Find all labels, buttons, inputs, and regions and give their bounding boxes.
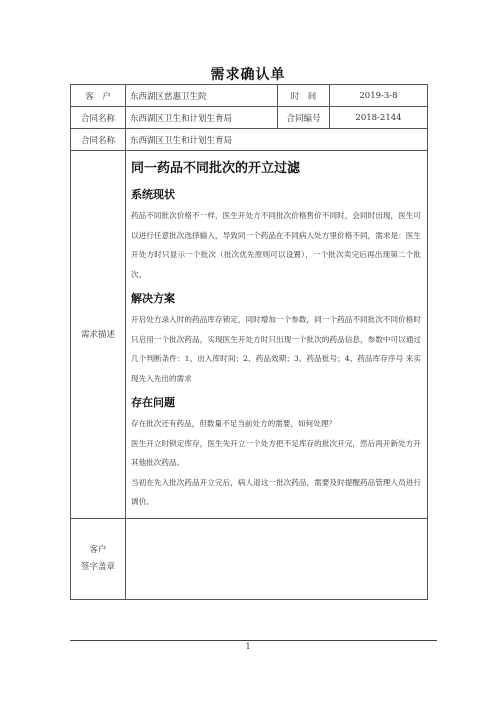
page-number: 1	[245, 642, 251, 651]
contract-name-label-2: 合同名称	[71, 129, 126, 151]
form-row-description	[71, 151, 428, 519]
time-value: 2019-3-8	[330, 85, 428, 107]
contract-number-value: 2018-2144	[330, 107, 428, 129]
contract-name-label: 合同名称	[71, 107, 126, 129]
contract-number-label: 合同编号	[278, 107, 330, 129]
issue-text-1: 存在批次还有药品，但数量不足当前处方的需要，如何处理？	[131, 419, 337, 428]
status-section-text: 药品不同批次价格不一样，医生开处方不同批次价格售价不同时，会同时出现，医生可以进行任意批次选择输入，导致同一个药品在不同病人处方里价格不同，需求是：医生开处方时只显示一个批次（批次优先原则可以设置），一个批次卖完后再出现第二个批次。	[131, 211, 421, 279]
solution-section-title: 解决方案	[131, 292, 175, 305]
issue-section-title: 存在问题	[131, 396, 175, 409]
time-label: 时 间	[278, 85, 330, 107]
form-row-customer	[71, 85, 428, 107]
status-section-title: 系统现状	[131, 188, 175, 201]
signature-label	[71, 518, 126, 599]
customer-value: 东西湖区慈惠卫生院	[126, 85, 278, 107]
description-content	[126, 151, 428, 519]
signature-label-stamp: 签字盖章	[80, 561, 115, 572]
customer-label: 客 户	[71, 85, 126, 107]
document-title: 需求确认单	[210, 67, 286, 83]
signature-area[interactable]	[126, 518, 428, 599]
issue-text-2: 医生开立时锁定库存，医生先开立一个处方把不足库存的批次开完，然后再开新处方开其他批次药品。	[131, 438, 421, 467]
issue-text-3: 当初在先入批次药品开立完后，病人退这一批次药品，需要及时提醒药品管理人员进行调价。	[131, 477, 421, 506]
description-label: 需求描述	[71, 151, 126, 519]
form-row-signature	[71, 518, 428, 599]
solution-section-text: 开启处方录入时的药品库存锁定，同时增加一个参数，同一个药品不同批次不同价格时只启用一个批次药品，实现医生开处方时只出现一个批次的药品信息，参数中可以通过几个判断条件：1、出入库时间；2、药品效期；3、药品批号；4、药品库存序号 来实现先入先出的需求	[131, 315, 421, 383]
contract-name-value-2: 东西湖区卫生和计划生育局	[126, 129, 428, 151]
requirement-form-table	[70, 84, 428, 600]
contract-name-value: 东西湖区卫生和计划生育局	[126, 107, 278, 129]
form-row-contract-2	[71, 129, 428, 151]
signature-label-customer: 客户	[89, 544, 107, 555]
requirement-heading: 同一药品不同批次的开立过滤	[131, 161, 301, 176]
form-row-contract	[71, 107, 428, 129]
footer-divider	[70, 640, 437, 641]
